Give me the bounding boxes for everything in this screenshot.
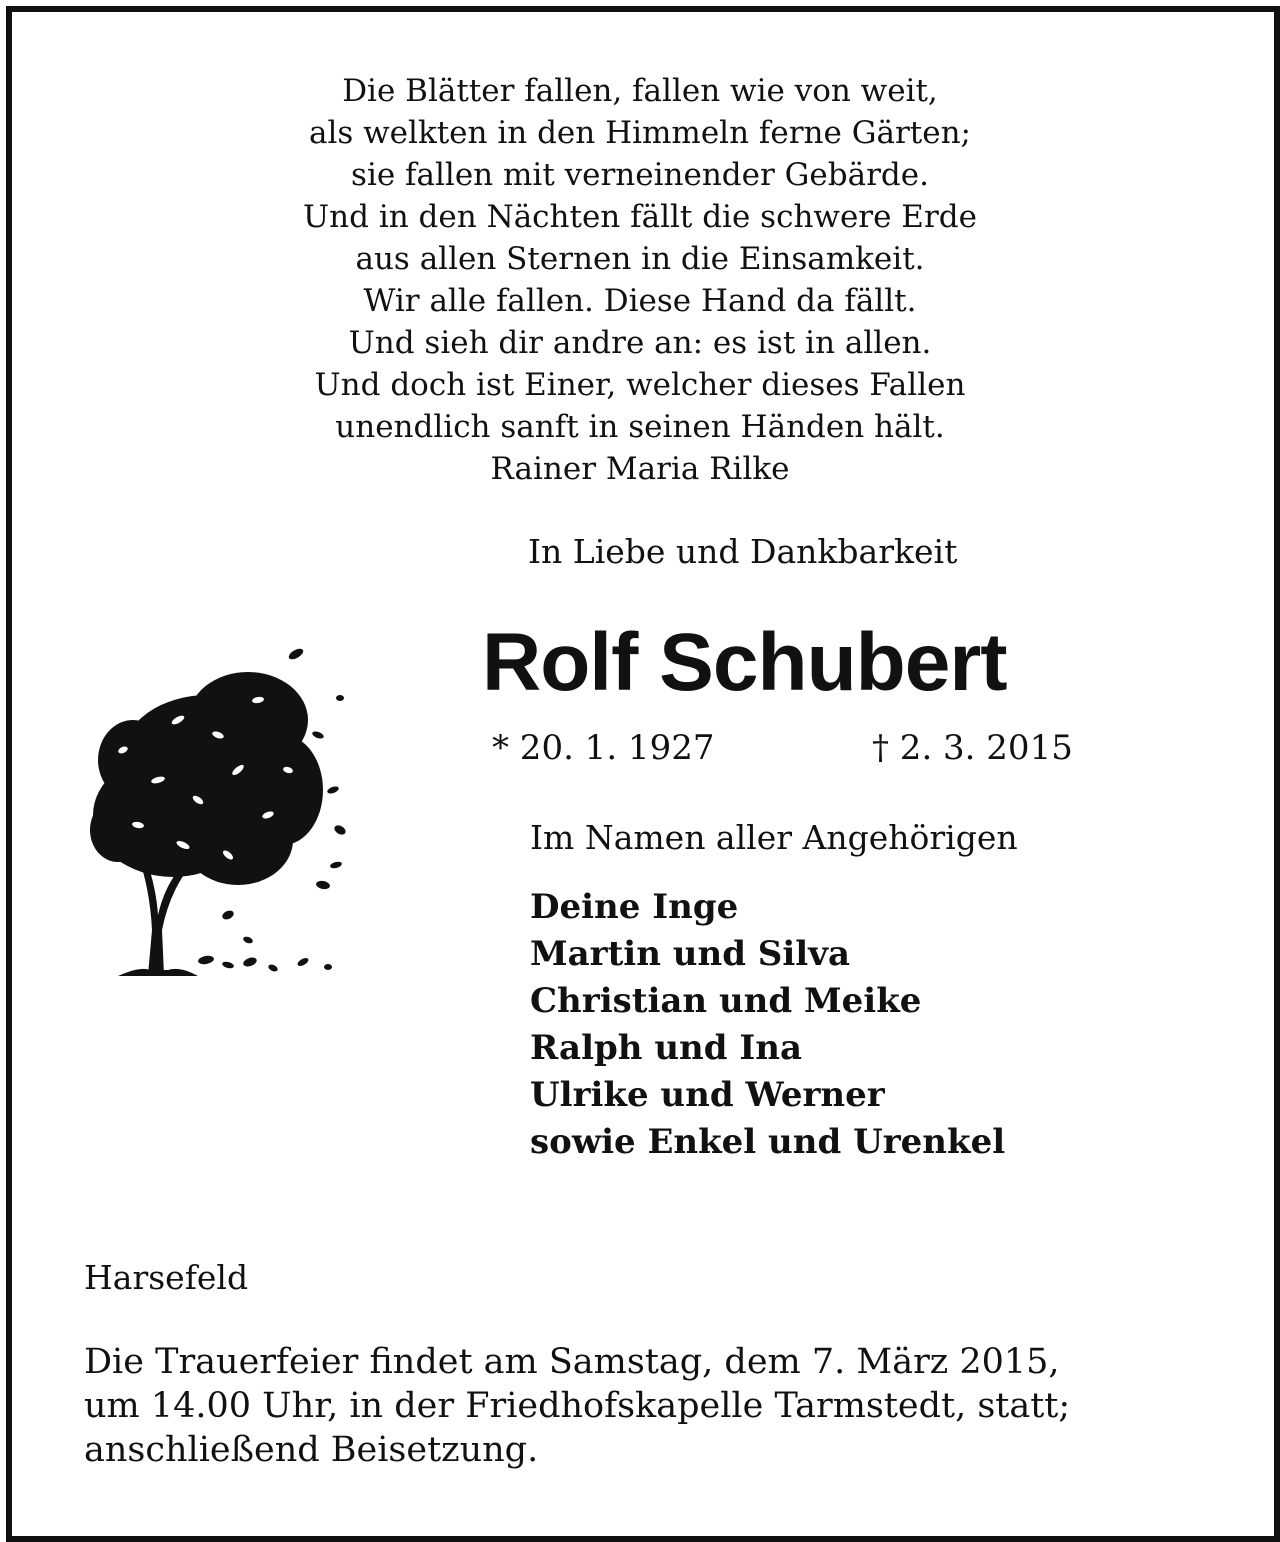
poem-line: unendlich sanft in seinen Händen hält. <box>335 409 945 445</box>
poem-author: Rainer Maria Rilke <box>490 451 790 487</box>
birth-date: * 20. 1. 1927 <box>492 728 715 768</box>
service-line: um 14.00 Uhr, in der Friedhofskapelle Tarmstedt, statt; <box>84 1386 1071 1426</box>
funeral-service-info <box>84 1340 1224 1472</box>
poem-line: als welkten in den Himmeln ferne Gärten; <box>308 115 971 151</box>
mourner: sowie Enkel und Urenkel <box>530 1122 1006 1162</box>
service-line: anschließend Beisetzung. <box>84 1430 539 1470</box>
mourner: Christian und Meike <box>530 981 922 1021</box>
tree-with-falling-leaves-icon <box>78 640 368 985</box>
poem <box>0 70 1280 490</box>
mourners-list <box>530 884 1005 1166</box>
poem-line: aus allen Sternen in die Einsamkeit. <box>355 241 925 277</box>
intro-text: In Liebe und Dankbarkeit <box>528 532 958 571</box>
mourner: Deine Inge <box>530 887 739 927</box>
place-name: Harsefeld <box>84 1258 249 1297</box>
death-date: † 2. 3. 2015 <box>872 728 1073 768</box>
mourner: Martin und Silva <box>530 934 850 974</box>
poem-line: sie fallen mit verneinender Gebärde. <box>351 157 929 193</box>
behalf-text: Im Namen aller Angehörigen <box>530 818 1018 857</box>
poem-line: Und doch ist Einer, welcher dieses Fallen <box>314 367 966 403</box>
mourner: Ralph und Ina <box>530 1028 803 1068</box>
poem-line: Die Blätter fallen, fallen wie von weit, <box>342 73 938 109</box>
deceased-name: Rolf Schubert <box>482 617 1007 708</box>
poem-line: Und in den Nächten fällt die schwere Erde <box>303 199 977 235</box>
mourner: Ulrike und Werner <box>530 1075 885 1115</box>
poem-line: Und sieh dir andre an: es ist in allen. <box>348 325 932 361</box>
poem-line: Wir alle fallen. Diese Hand da fällt. <box>363 283 917 319</box>
service-line: Die Trauerfeier findet am Samstag, dem 7. März 2015, <box>84 1342 1060 1382</box>
